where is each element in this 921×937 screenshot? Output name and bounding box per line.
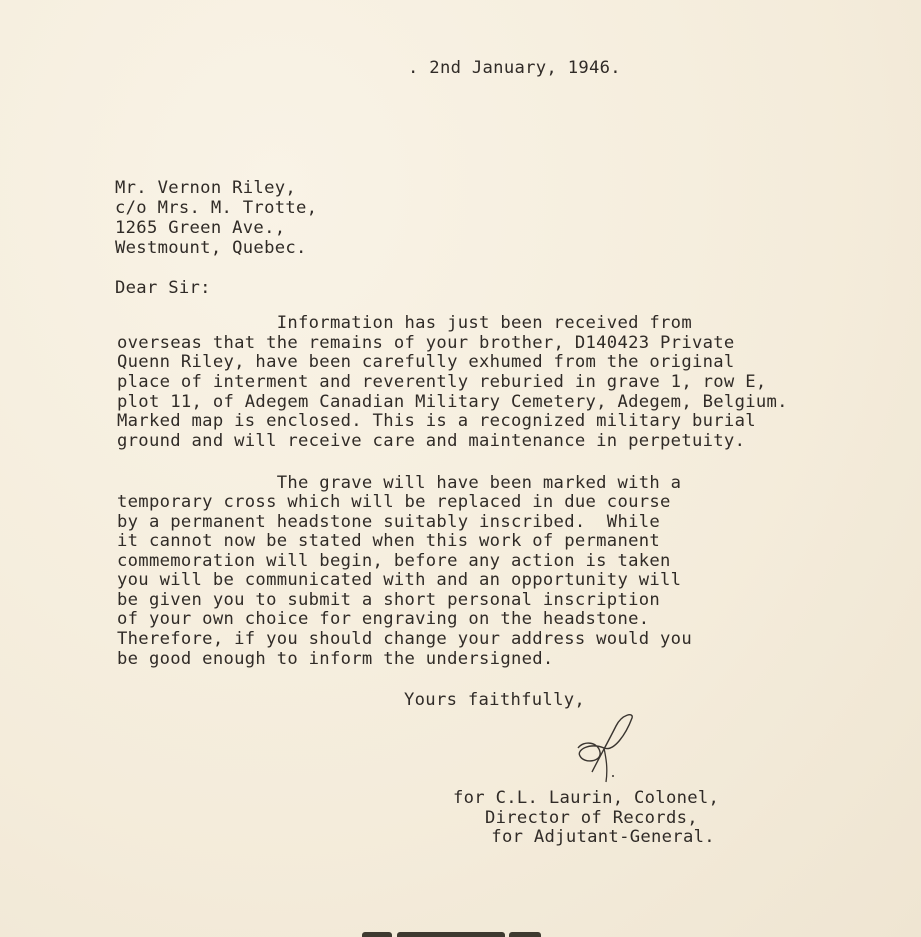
letter-date: . 2nd January, 1946.: [408, 58, 621, 78]
body-line: be good enough to inform the undersigned.: [117, 649, 554, 669]
address-line: Mr. Vernon Riley,: [115, 178, 297, 198]
body-line: Marked map is enclosed. This is a recognized military burial: [117, 411, 756, 431]
body-line: be given you to submit a short personal inscription: [117, 590, 661, 610]
handwritten-signature: [570, 712, 640, 784]
body-line: place of interment and reverently reburied in grave 1, row E,: [117, 372, 767, 392]
scan-edge-mark: [509, 932, 541, 937]
body-line: commemoration will begin, before any action is taken: [117, 551, 671, 571]
body-line: temporary cross which will be replaced in due course: [117, 492, 671, 512]
body-line: Quenn Riley, have been carefully exhumed from the original: [117, 352, 735, 372]
scan-edge-mark: [362, 932, 392, 937]
scan-edge-mark: [397, 932, 505, 937]
body-line: plot 11, of Adegem Canadian Military Cemetery, Adegem, Belgium.: [117, 392, 788, 412]
address-line: Westmount, Quebec.: [115, 238, 307, 258]
closing: Yours faithfully,: [404, 690, 586, 710]
body-line: The grave will have been marked with a: [117, 473, 682, 493]
body-line: it cannot now be stated when this work of permanent: [117, 531, 661, 551]
signatory-line: for Adjutant-General.: [470, 827, 715, 847]
body-line: overseas that the remains of your brother, D140423 Private: [117, 333, 735, 353]
address-line: 1265 Green Ave.,: [115, 218, 286, 238]
salutation: Dear Sir:: [115, 278, 211, 298]
body-line: Therefore, if you should change your address would you: [117, 629, 692, 649]
address-line: c/o Mrs. M. Trotte,: [115, 198, 318, 218]
body-line: you will be communicated with and an opportunity will: [117, 570, 682, 590]
body-line: by a permanent headstone suitably inscribed. While: [117, 512, 661, 532]
signatory-line: Director of Records,: [453, 808, 698, 828]
body-line: of your own choice for engraving on the headstone.: [117, 609, 650, 629]
body-line: ground and will receive care and maintenance in perpetuity.: [117, 431, 746, 451]
signatory-line: for C.L. Laurin, Colonel,: [453, 788, 720, 808]
body-line: Information has just been received from: [117, 313, 692, 333]
